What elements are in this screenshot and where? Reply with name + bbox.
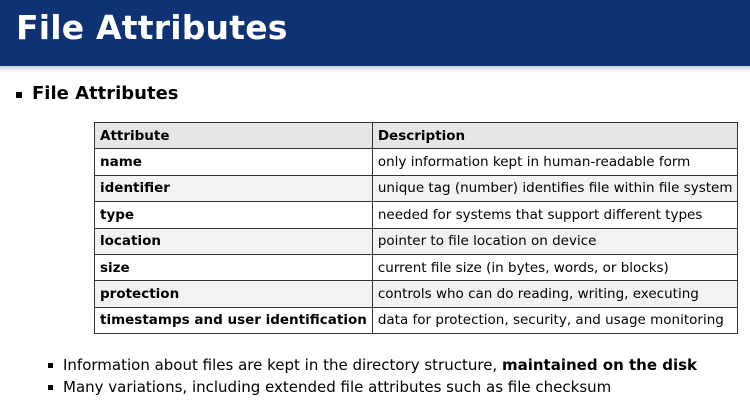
table-row bbox=[95, 149, 738, 175]
bullet-text: Information about files are kept in the directory structure, bbox=[63, 356, 502, 374]
column-header-description: Description bbox=[372, 123, 738, 149]
bullet-list bbox=[48, 354, 697, 398]
table-header-row bbox=[95, 123, 738, 149]
description-cell: pointer to file location on device bbox=[372, 228, 738, 254]
bullet-emphasis: maintained on the disk bbox=[501, 356, 698, 374]
list-item bbox=[48, 354, 697, 376]
attributes-table bbox=[94, 122, 738, 334]
attribute-cell: protection bbox=[95, 281, 373, 307]
column-header-attribute: Attribute bbox=[95, 123, 373, 149]
square-bullet-icon bbox=[16, 92, 22, 98]
description-cell: only information kept in human-readable form bbox=[372, 149, 738, 175]
attribute-cell: size bbox=[95, 254, 373, 280]
bullet-icon bbox=[48, 385, 53, 390]
description-cell: needed for systems that support different types bbox=[372, 202, 738, 228]
attribute-cell: identifier bbox=[95, 175, 373, 201]
attribute-cell: name bbox=[95, 149, 373, 175]
slide-title: File Attributes bbox=[16, 8, 288, 47]
description-cell: controls who can do reading, writing, executing bbox=[372, 281, 738, 307]
table-row bbox=[95, 228, 738, 254]
description-cell: data for protection, security, and usage monitoring bbox=[372, 307, 738, 333]
title-shadow bbox=[0, 66, 750, 72]
attribute-cell: timestamps and user identification bbox=[95, 307, 373, 333]
table-row bbox=[95, 281, 738, 307]
table-row bbox=[95, 254, 738, 280]
table-row bbox=[95, 202, 738, 228]
list-item bbox=[48, 376, 697, 398]
table-row bbox=[95, 307, 738, 333]
table-row bbox=[95, 175, 738, 201]
attribute-cell: type bbox=[95, 202, 373, 228]
description-cell: current file size (in bytes, words, or blocks) bbox=[372, 254, 738, 280]
title-bar bbox=[0, 0, 750, 66]
bullet-text: Many variations, including extended file attributes such as file checksum bbox=[63, 378, 612, 396]
section-heading-text: File Attributes bbox=[32, 83, 179, 104]
section-heading bbox=[16, 83, 179, 104]
bullet-icon bbox=[48, 363, 53, 368]
description-cell: unique tag (number) identifies file within file system bbox=[372, 175, 738, 201]
attribute-cell: location bbox=[95, 228, 373, 254]
